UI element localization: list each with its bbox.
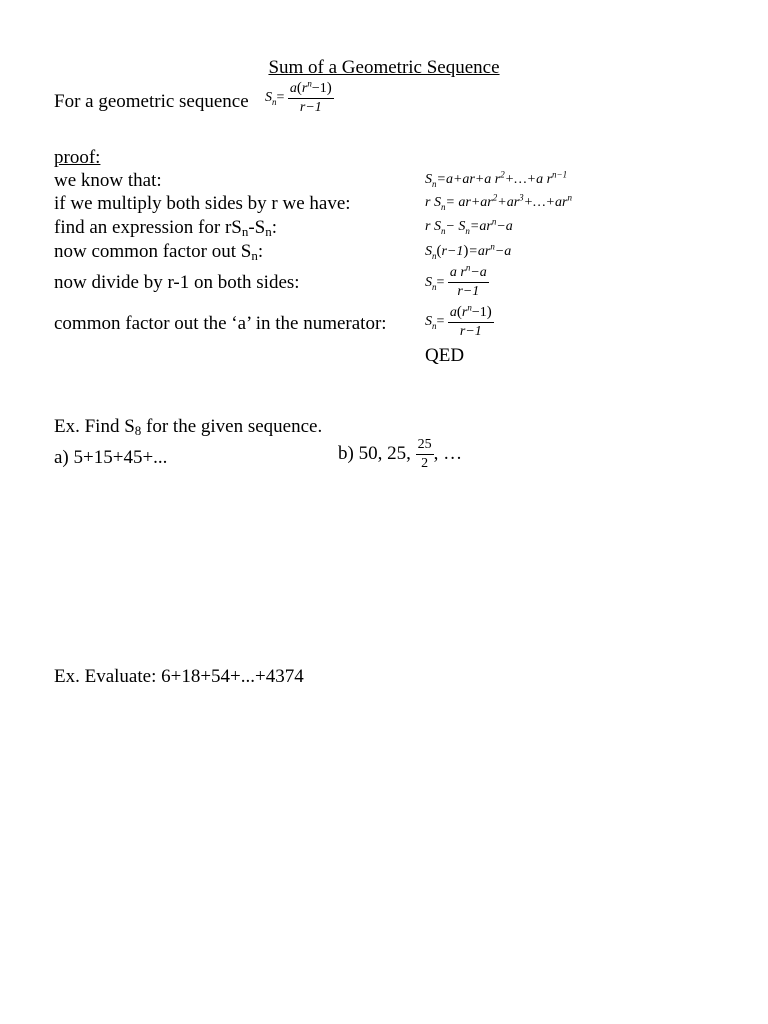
proof-step-2-formula: r $S_n=$ $ar+ar^2+ar^3+\dots+ar^n$ bbox=[425, 192, 572, 212]
proof-step-2-label: if we multiply both sides by r we have: bbox=[54, 193, 351, 214]
proof-step-6-formula: $S_n=$ $\frac{a(r^n-1)}{r-1}$ bbox=[425, 302, 492, 339]
part-b-fraction: $\frac{25}{2}$ bbox=[417, 437, 432, 471]
intro-fraction: $\frac{a(r^n-1)}{r-1}$ bbox=[289, 78, 332, 115]
example-1-prompt: Ex. Find $S_8$ for the given sequence. bbox=[54, 416, 323, 438]
example-1-part-a: a) 5+15+45+... bbox=[54, 447, 168, 468]
proof-step-1-label: we know that: bbox=[54, 170, 162, 191]
proof-step-3-label: find an expression for $rS_n-S_n$: bbox=[54, 217, 278, 239]
step-6-fraction: $\frac{a(r^n-1)}{r-1}$ bbox=[449, 302, 492, 339]
example-1-part-b: b) 50, 25, $\frac{25}{2}$ , … bbox=[338, 437, 463, 471]
intro-text: For a geometric sequence bbox=[54, 91, 249, 112]
proof-step-5-label: now divide by r-1 on both sides: bbox=[54, 272, 300, 293]
proof-step-5-formula: $S_n=$ $\frac{a r^n-a}{r-1}$ bbox=[425, 262, 487, 299]
proof-step-6-label: common factor out the ‘a’ in the numerator: bbox=[54, 313, 387, 334]
intro-line bbox=[54, 91, 249, 113]
step-5-fraction: $\frac{a r^n-a}{r-1}$ bbox=[449, 262, 487, 299]
page-title: Sum of a Geometric Sequence bbox=[268, 57, 500, 78]
proof-step-3-formula: r $S_n- S_n=ar^n-a$ bbox=[425, 216, 513, 236]
intro-formula: $S_n=$ $\frac{a(r^n-1)}{r-1}$ bbox=[265, 78, 332, 115]
proof-step-1-formula: $S_n=a+ar+a$ $r^2+\dots+a$ $r^{n-1}$ bbox=[425, 169, 568, 189]
example-2-prompt: Ex. Evaluate: 6+18+54+...+4374 bbox=[54, 666, 304, 687]
qed-label: QED bbox=[425, 345, 465, 366]
proof-step-4-label: now common factor out $S_n$: bbox=[54, 241, 264, 263]
proof-heading: proof: bbox=[54, 147, 101, 168]
proof-step-4-formula: $S_n(r-1)=ar^n-a$ bbox=[425, 241, 512, 261]
